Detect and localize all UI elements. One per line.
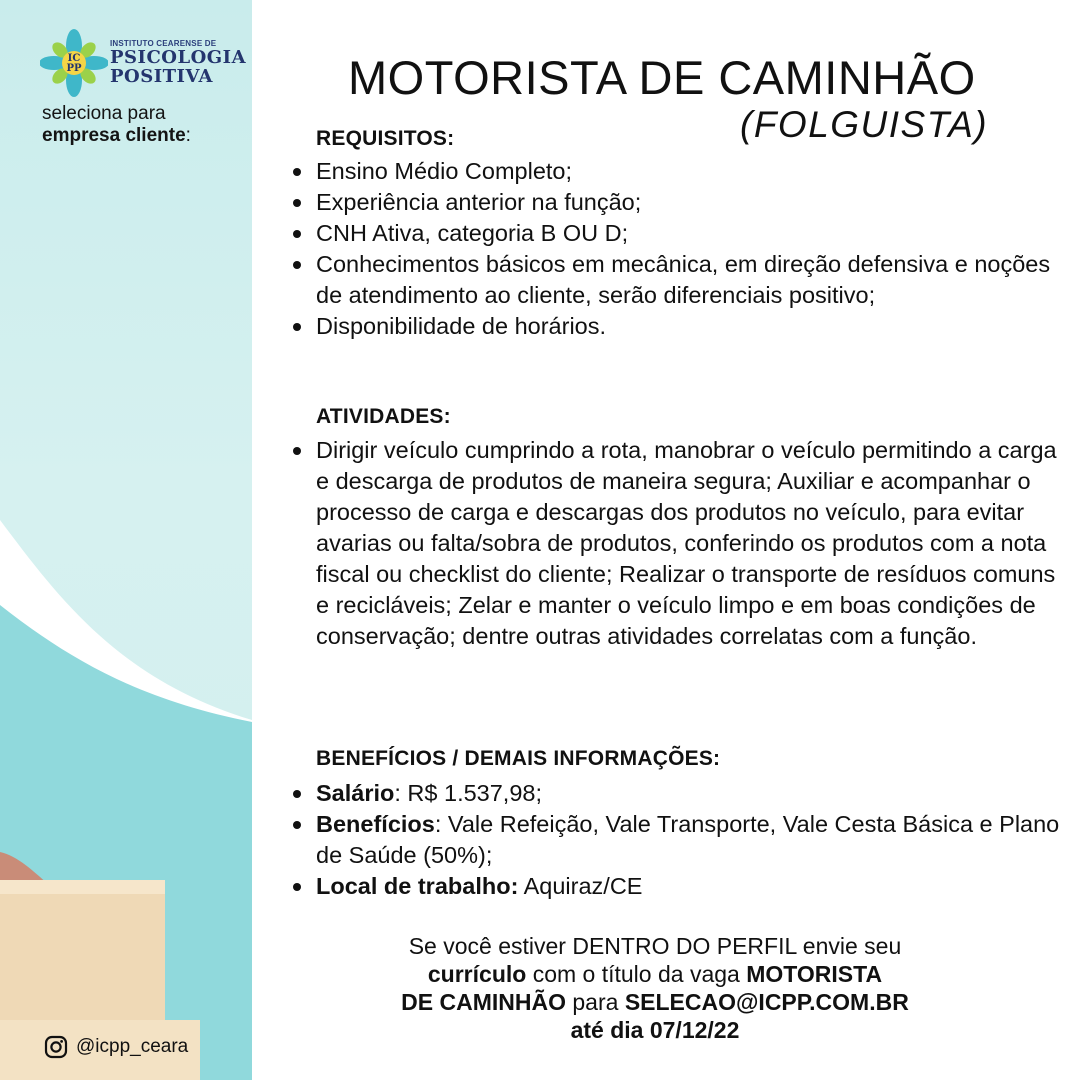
left-panel — [0, 0, 252, 1080]
requisitos-list — [316, 156, 1066, 342]
svg-text:PP: PP — [66, 63, 82, 74]
beneficios-heading: BENEFÍCIOS / DEMAIS INFORMAÇÕES: — [316, 747, 721, 770]
cta-line3: DE CAMINHÃO para SELECAO@ICPP.COM.BR — [401, 989, 909, 1015]
email-link: SELECAO@ICPP.COM.BR — [624, 989, 909, 1015]
logo-institute-line: INSTITUTO CEARENSE DE — [110, 39, 217, 48]
logo-wordmark — [110, 40, 246, 86]
list-item-local: Local de trabalho: Aquiraz/CE — [316, 871, 1066, 902]
decorative-wave-background — [0, 0, 252, 1080]
requisitos-heading: REQUISITOS: — [316, 127, 455, 150]
list-item: CNH Ativa, categoria B OU D; — [316, 218, 1066, 249]
atividades-heading: ATIVIDADES: — [316, 405, 451, 428]
list-item-salario: Salário: R$ 1.537,98; — [316, 778, 1066, 809]
job-title: MOTORISTA DE CAMINHÃO — [348, 51, 976, 104]
selects-line2: empresa cliente: — [42, 125, 191, 146]
logo-positiva-line: POSITIVA — [110, 66, 213, 87]
logo-psicologia-line: PSICOLOGIA — [110, 47, 247, 68]
selects-for-client-text — [42, 103, 191, 147]
beneficios-list — [316, 778, 1066, 902]
list-item-beneficios: Benefícios: Vale Refeição, Vale Transporte, Vale Cesta Básica e Plano de Saúde (50%); — [316, 809, 1066, 871]
list-item: Experiência anterior na função; — [316, 187, 1066, 218]
atividades-list — [316, 435, 1066, 652]
instagram-icon — [44, 1035, 68, 1059]
list-item: Dirigir veículo cumprindo a rota, manobrar o veículo permitindo a carga e descarga de produtos de maneira segura; Auxiliar e acompanhar o processo de carga e descargas dos produtos no veículo, para evitar avarias ou falta/sobra de produtos, conferindo os produtos com a nota fiscal ou checklist do cliente; Realizar o transporte de resíduos comuns e recicláveis; Zelar e manter o veículo limpo e em boas condições de conservação; dentre outras atividades correlatas com a função. — [316, 435, 1066, 652]
instagram-link[interactable] — [44, 1035, 188, 1059]
job-subtitle: (FOLGUISTA) — [740, 104, 989, 145]
selects-line1: seleciona para — [42, 103, 166, 124]
cta-line4: até dia 07/12/22 — [570, 1017, 740, 1043]
instagram-handle: @icpp_ceara — [76, 1036, 189, 1057]
icpp-logo — [40, 28, 247, 98]
cta-line2: currículo com o título da vaga MOTORISTA — [427, 961, 883, 987]
list-item: Disponibilidade de horários. — [316, 311, 1066, 342]
cta-line1: Se você estiver DENTRO DO PERFIL envie seu — [408, 933, 902, 959]
flower-logo-icon — [40, 28, 108, 98]
cardboard-box-illustration — [0, 880, 165, 1030]
list-item: Conhecimentos básicos em mecânica, em direção defensiva e noções de atendimento ao cliente, serão diferenciais positivo; — [316, 249, 1066, 311]
call-to-action — [330, 932, 980, 1044]
svg-text:IC: IC — [67, 53, 81, 64]
list-item: Ensino Médio Completo; — [316, 156, 1066, 187]
